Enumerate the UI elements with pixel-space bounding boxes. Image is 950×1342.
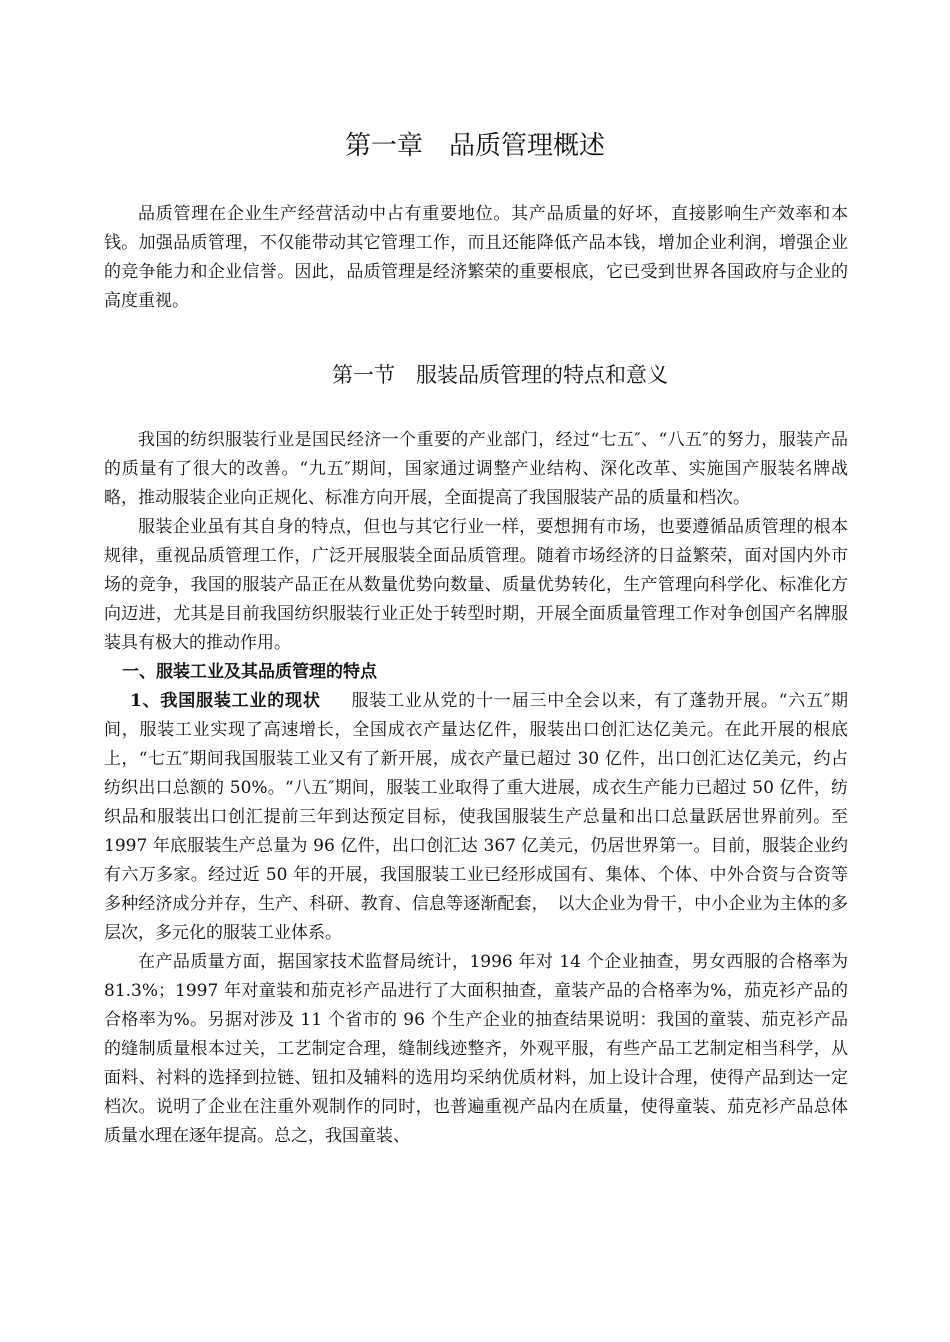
body-paragraph: 服装企业虽有其自身的特点，但也与其它行业一样，要想拥有市场，也要遵循品质管理的根本规律，重视品质管理工作，广泛开展服装全面品质管理。随着市场经济的日益繁荣，面对国内外市场的竞争，我国的服装产品正在从数量优势向数量、质量优势转化，生产管理向科学化、标准化方向迈进，尤其是目前我国纺织服装行业正处于转型时期，开展全面质量管理工作对争创国产名牌服装具有极大的推动作用。	[104, 517, 848, 653]
status-text: 服装工业从党的十一届三中全会以来，有了蓬勃开展。“六五″期间，服装工业实现了高速增长，全国成衣产量达亿件，服装出口创汇达亿美元。在此开展的根底上，“七五″期间我国服装工业又有了新开展，成衣产量已超过 30 亿件，出口创汇达亿美元，约占纺织出口总额的 50%。“八五″期间，服装工业取得了重大进展，成衣生产能力已超过 50 亿件，纺织品和服装出口创汇提前三年到达预定目标，使我国服装生产总量和出口总量跃居世界前列。至 1997 年底服装生产总量为 96 亿件，出口创汇达 367 亿美元，仍居世界第一。目前，服装企业约有六万多家。经过近 50 年的开展，我国服装工业已经形成国有、集体、个体、中外合资与合资等多种经济成分并存，生产、科研、教育、信息等逐渐配套， 以大企业为骨干，中小企业为主体的多层次，多元化的服装工业体系。	[104, 691, 848, 943]
section-title: 第一节 服装品质管理的特点和意义	[332, 363, 668, 387]
quality-paragraph: 在产品质量方面，据国家技术监督局统计，1996 年对 14 个企业抽查，男女西服的合格率为 81.3%；1997 年对童装和茄克衫产品进行了大面积抽查，童装产品的合格率为%，茄克衫产品的合格率为%。另据对涉及 11 个省市的 96 个生产企业的抽查结果说明：我国的童装、茄克衫产品的缝制质量根本过关，工艺制定合理，缝制线迹整齐，外观平服，有些产品工艺制定相当科学，从面料、衬料的选择到拉链、钮扣及辅料的选用均采纳优质材料，加上设计合理，使得产品到达一定档次。说明了企业在注重外观制作的同时，也普遍重视产品内在质量，使得童装、茄克衫产品总体质量水理在逐年提高。总之，我国童装、	[104, 952, 848, 1146]
intro-paragraph: 品质管理在企业生产经营活动中占有重要地位。其产品质量的好坏，直接影响生产效率和本钱。加强品质管理，不仅能带动其它管理工作，而且还能降低产品本钱，增加企业利润，增强企业的竞争能力和企业信誉。因此，品质管理是经济繁荣的重要根底，它已受到世界各国政府与企业的高度重视。	[104, 204, 848, 311]
inline-subheading: 1、我国服装工业的现状	[130, 691, 321, 711]
intro-block	[104, 200, 848, 316]
subsection-heading: 一、服装工业及其品质管理的特点	[122, 662, 377, 682]
body-block	[104, 426, 848, 1151]
status-paragraph	[104, 687, 848, 948]
chapter-title: 第一章 品质管理概述	[344, 131, 605, 161]
body-paragraph: 我国的纺织服装行业是国民经济一个重要的产业部门，经过“七五″、“八五″的努力，服装产品的质量有了很大的改善。“九五″期间，国家通过调整产业结构、深化改革、实施国产服装名牌战略，推动服装企业向正规化、标准方向开展，全面提高了我国服装产品的质量和档次。	[104, 430, 848, 508]
